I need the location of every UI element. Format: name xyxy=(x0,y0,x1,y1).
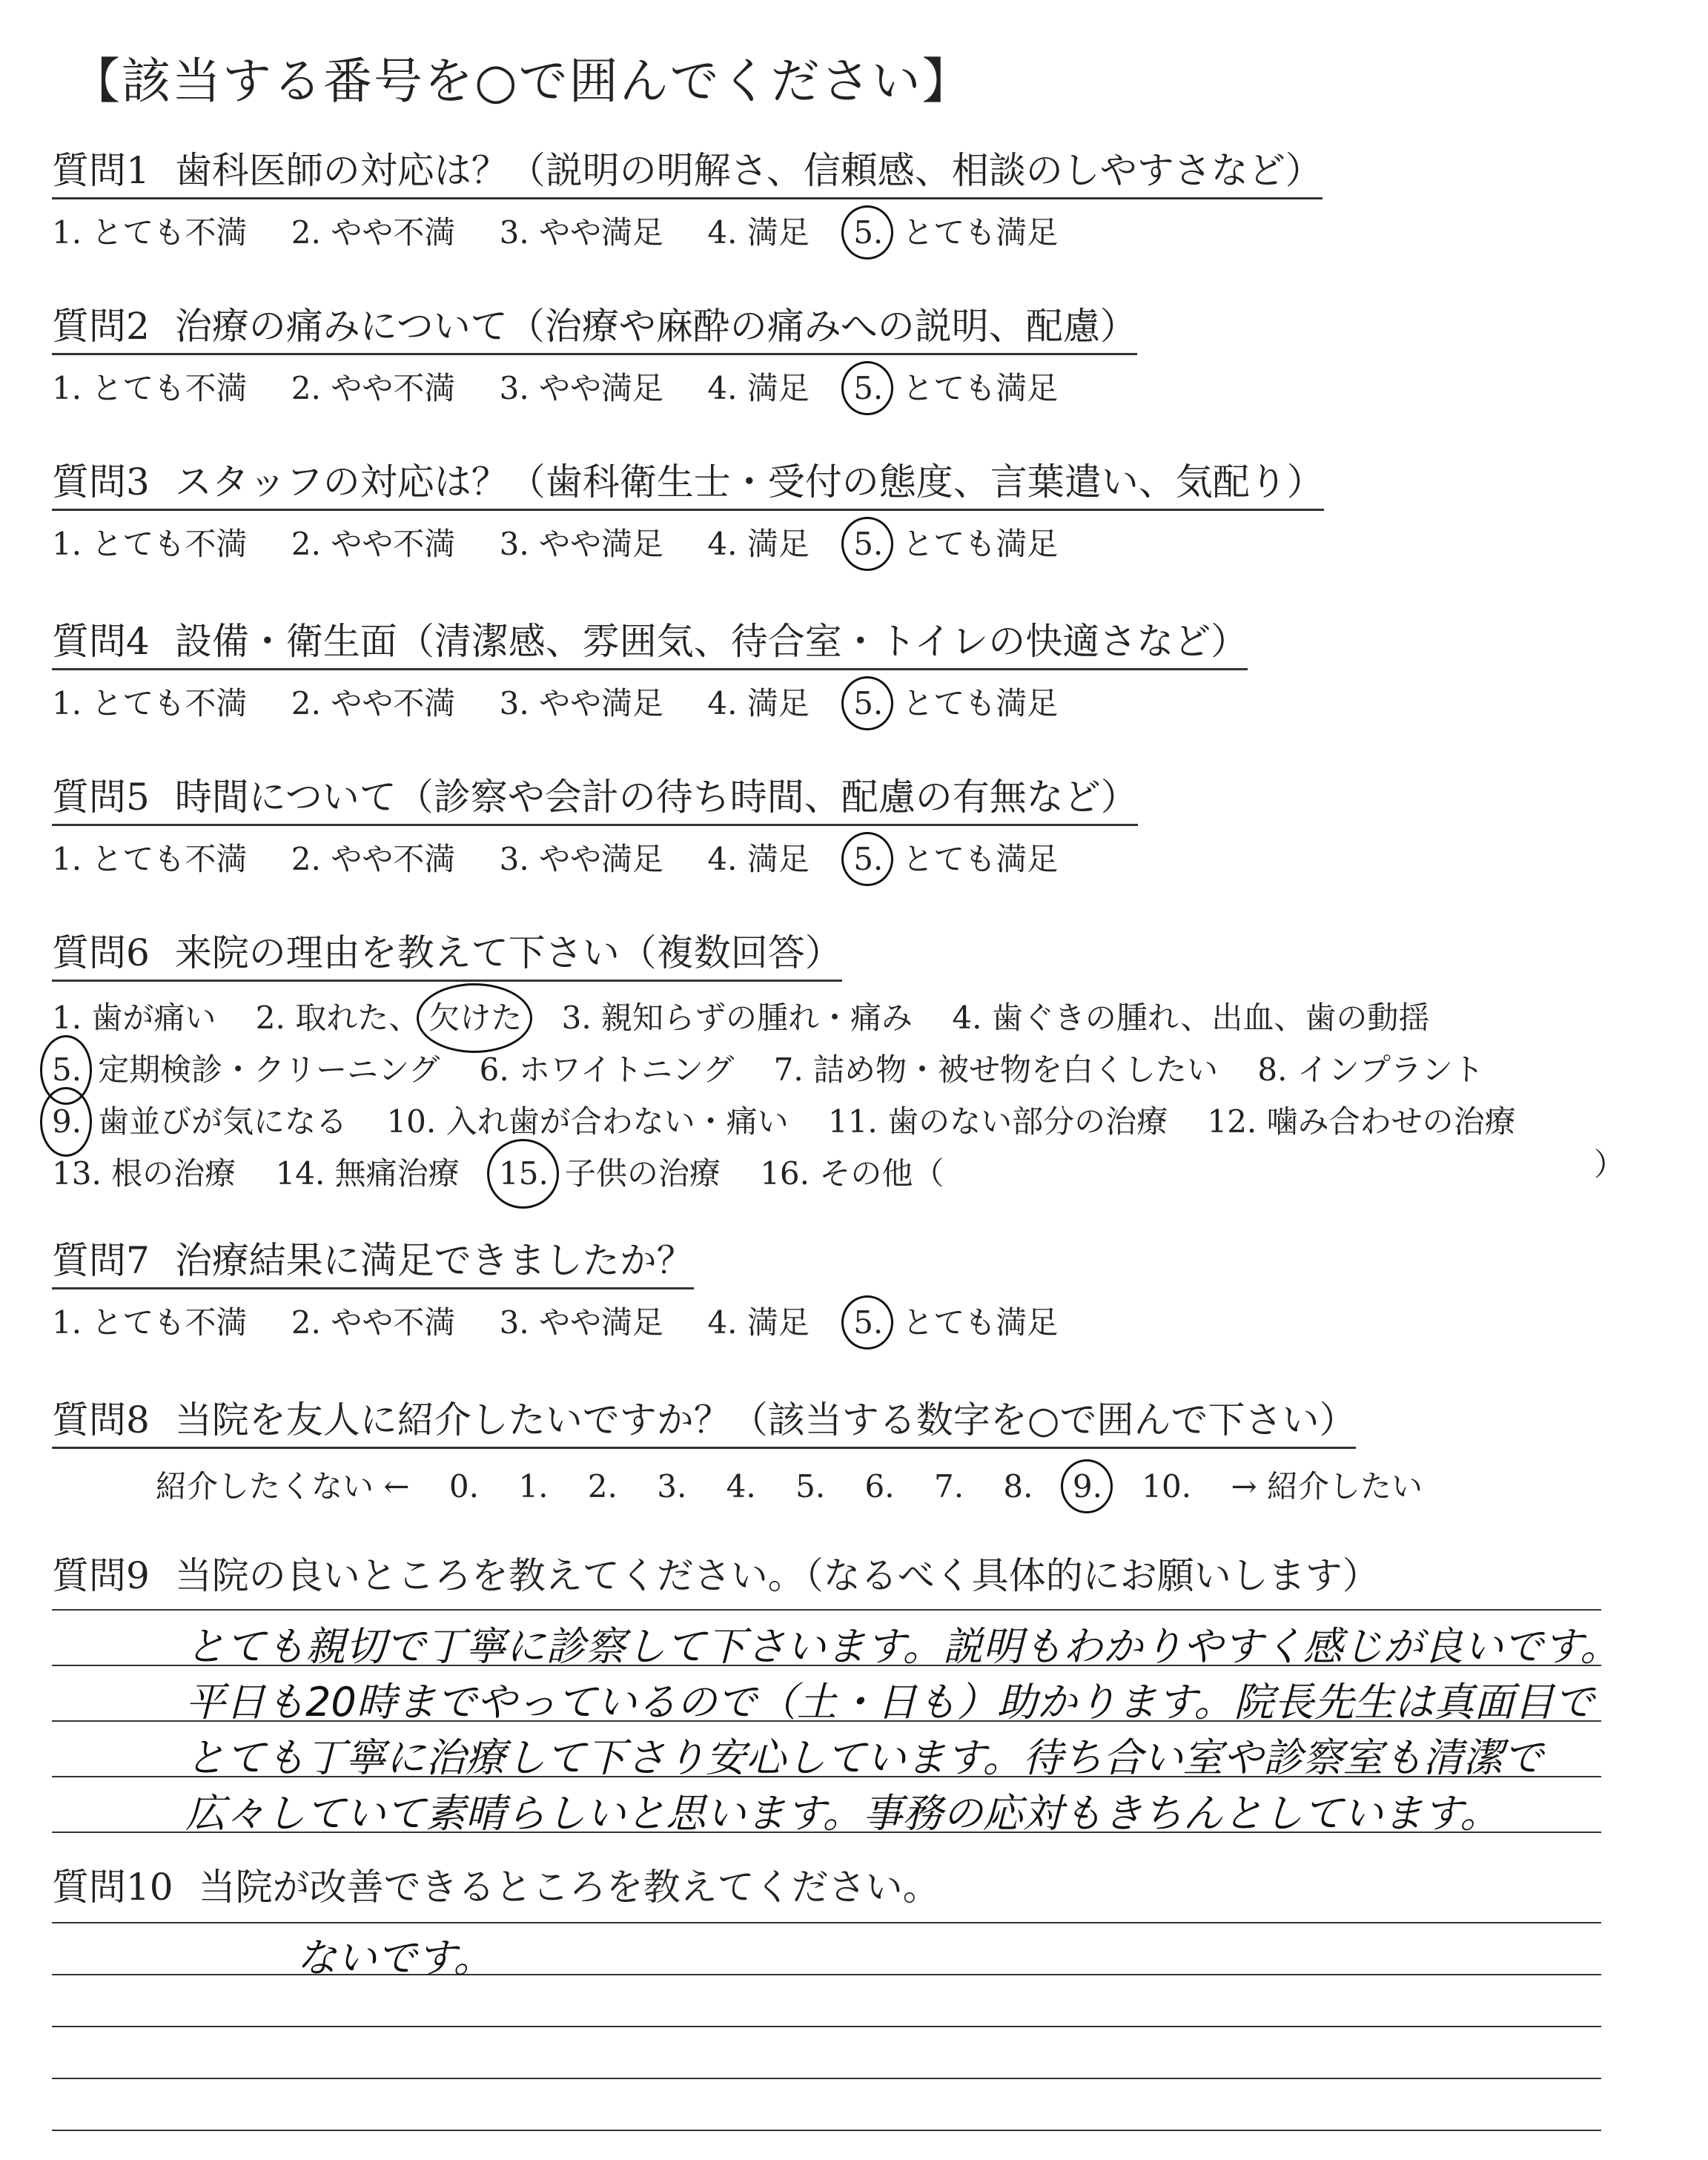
question-title xyxy=(52,612,1248,670)
question-label: 質問2 xyxy=(52,305,150,348)
reason-row xyxy=(52,1044,1546,1096)
answer-line xyxy=(52,2078,1601,2079)
option[interactable]: 1. とても不満 xyxy=(52,214,248,251)
question-text: 治療の痛みについて（治療や麻酔の痛みへの説明、配慮） xyxy=(174,305,1137,348)
option[interactable]: 1. とても不満 xyxy=(52,370,248,406)
question-text: 当院が改善できるところを教えてください。 xyxy=(198,1866,940,1909)
option[interactable]: 2. やや不満 xyxy=(291,685,456,721)
option[interactable]: 1. とても不満 xyxy=(52,1304,248,1341)
option-circled[interactable]: 5. xyxy=(853,685,884,721)
option[interactable]: 3. やや満足 xyxy=(499,685,664,721)
scale-value[interactable]: 2. xyxy=(587,1468,618,1505)
reason-row xyxy=(52,1096,1546,1148)
option[interactable]: 定期検診・クリーニング xyxy=(98,1051,440,1088)
answer-options xyxy=(52,679,1248,724)
question-text: 当院を友人に紹介したいですか？（該当する数字を○で囲んで下さい） xyxy=(174,1398,1357,1441)
scale-value[interactable]: 10. xyxy=(1142,1468,1192,1505)
scale-value[interactable]: 7. xyxy=(933,1468,964,1505)
question-label: 質問3 xyxy=(52,460,150,503)
option[interactable]: 4. 満足 xyxy=(707,685,810,721)
option[interactable]: 2. やや不満 xyxy=(291,526,456,562)
option[interactable]: 2. やや不満 xyxy=(291,1304,456,1341)
answer-options xyxy=(52,520,1324,564)
question-5 xyxy=(52,767,1138,879)
question-label: 質問6 xyxy=(52,931,150,974)
option[interactable]: 3. やや満足 xyxy=(499,214,664,251)
handwritten-answer-line: とても丁寧に治療して下さり安心しています。待ち合い室や診察室も清潔で xyxy=(185,1734,1543,1781)
answer-line xyxy=(52,1609,1601,1611)
option[interactable]: 8. インプラント xyxy=(1257,1051,1484,1088)
option[interactable]: 10. 入れ歯が合わない・痛い xyxy=(386,1103,789,1140)
scale-value[interactable]: 0. xyxy=(448,1468,479,1505)
scale-value[interactable]: 5. xyxy=(795,1468,826,1505)
question-label: 質問9 xyxy=(52,1554,150,1597)
option[interactable]: とても満足 xyxy=(902,526,1059,562)
option[interactable]: 1. とても不満 xyxy=(52,526,248,562)
option[interactable]: 歯並びが気になる xyxy=(98,1103,348,1140)
scale-value[interactable]: 6. xyxy=(864,1468,895,1505)
question-label: 質問5 xyxy=(52,776,150,819)
question-text: 時間について（診察や会計の待ち時間、配慮の有無など） xyxy=(174,776,1138,819)
scale-value-circled[interactable]: 9. xyxy=(1072,1468,1102,1505)
question-7 xyxy=(52,1231,1092,1343)
option[interactable]: 2. やや不満 xyxy=(291,370,456,406)
option[interactable]: 7. 詰め物・被せ物を白くしたい xyxy=(773,1051,1219,1088)
question-text: 当院の良いところを教えてください。（なるべく具体的にお願いします） xyxy=(174,1554,1380,1597)
question-title xyxy=(52,767,1138,826)
handwritten-answer-line: 平日も20時までやっているので（土・日も）助かります。院長先生は真面目で xyxy=(185,1679,1595,1725)
option[interactable]: 1. とても不満 xyxy=(52,685,248,721)
option[interactable]: 12. 噛み合わせの治療 xyxy=(1207,1103,1516,1140)
option[interactable]: とても満足 xyxy=(902,685,1059,721)
question-label: 質問8 xyxy=(52,1398,150,1441)
option[interactable]: とても満足 xyxy=(902,214,1059,251)
question-1 xyxy=(52,141,1323,253)
question-text: 来院の理由を教えて下さい（複数回答） xyxy=(174,931,842,974)
question-text: 歯科医師の対応は？（説明の明解さ、信頼感、相談のしやすさなど） xyxy=(174,149,1323,192)
option-circled[interactable]: 15. xyxy=(499,1148,549,1200)
question-label: 質問1 xyxy=(52,149,150,192)
question-text: 設備・衛生面（清潔感、雰囲気、待合室・トイレの快適さなど） xyxy=(174,620,1248,663)
option[interactable]: 4. 満足 xyxy=(707,1304,810,1341)
answer-options xyxy=(52,208,1323,253)
option[interactable]: 4. 満足 xyxy=(707,214,810,251)
option[interactable]: 4. 満足 xyxy=(707,370,810,406)
scale-value[interactable]: 1. xyxy=(518,1468,549,1505)
question-8 xyxy=(52,1390,1452,1507)
option[interactable]: 3. やや満足 xyxy=(499,841,664,877)
option-circled[interactable]: 欠けた xyxy=(428,992,522,1044)
option[interactable]: 3. やや満足 xyxy=(499,1304,664,1341)
answer-line xyxy=(52,2026,1601,2027)
option[interactable]: とても満足 xyxy=(902,1304,1059,1341)
option[interactable]: 2. やや不満 xyxy=(291,841,456,877)
other-close-paren: ） xyxy=(1594,1146,1626,1183)
option[interactable]: 16. その他（ xyxy=(760,1155,944,1192)
option[interactable]: 13. 根の治療 xyxy=(52,1155,236,1192)
question-6 xyxy=(52,923,1546,1200)
question-3 xyxy=(52,452,1324,564)
option[interactable]: 6. ホワイトニング xyxy=(479,1051,735,1088)
answer-options xyxy=(52,1298,1092,1343)
reason-options xyxy=(52,992,1546,1200)
option[interactable]: とても満足 xyxy=(902,841,1059,877)
option[interactable]: 3. やや満足 xyxy=(499,526,664,562)
question-10 xyxy=(52,1857,940,1911)
handwritten-answer-line: とても親切で丁寧に診察して下さいます。説明もわかりやすく感じが良いです。 xyxy=(185,1623,1621,1670)
question-label: 質問4 xyxy=(52,620,150,663)
recommend-scale xyxy=(156,1462,1452,1507)
question-text: 治療結果に満足できましたか？ xyxy=(174,1239,694,1282)
option[interactable]: 1. 歯が痛い xyxy=(52,1000,216,1036)
reason-row xyxy=(52,1148,1546,1200)
option[interactable]: とても満足 xyxy=(902,370,1059,406)
question-text: スタッフの対応は？（歯科衛生士・受付の態度、言葉遣い、気配り） xyxy=(174,460,1324,503)
scale-right-label: → 紹介したい xyxy=(1231,1468,1423,1505)
answer-line xyxy=(52,2130,1601,2131)
option[interactable]: 1. とても不満 xyxy=(52,841,248,877)
question-title xyxy=(52,923,842,982)
option[interactable]: 4. 満足 xyxy=(707,841,810,877)
option[interactable]: 子供の治療 xyxy=(564,1155,721,1192)
page-title: 【該当する番号を○で囲んでください】 xyxy=(71,53,973,110)
handwritten-answer-line: 広々していて素晴らしいと思います。事務の応対もきちんとしています。 xyxy=(185,1790,1500,1837)
question-9 xyxy=(52,1546,1380,1599)
option[interactable]: 4. 歯ぐきの腫れ、出血、歯の動揺 xyxy=(952,1000,1430,1036)
question-title xyxy=(52,141,1323,199)
option[interactable]: 3. 親知らずの腫れ・痛み xyxy=(561,1000,913,1036)
option-circled[interactable]: 5. xyxy=(853,526,884,562)
option[interactable]: 2. やや不満 xyxy=(291,214,456,251)
option-circled[interactable]: 5. xyxy=(853,214,884,251)
question-label: 質問10 xyxy=(52,1866,173,1909)
answer-line xyxy=(52,1922,1601,1923)
answer-options xyxy=(52,835,1138,879)
answer-line xyxy=(52,1974,1601,1975)
scale-value[interactable]: 8. xyxy=(1003,1468,1033,1505)
scale-value[interactable]: 4. xyxy=(726,1468,756,1505)
handwritten-answer: ないです。 xyxy=(297,1935,494,1981)
option[interactable]: 11. 歯のない部分の治療 xyxy=(827,1103,1168,1140)
question-label: 質問7 xyxy=(52,1239,150,1282)
question-title xyxy=(52,297,1137,355)
option-circled[interactable]: 5. xyxy=(853,841,884,877)
option-circled[interactable]: 9. xyxy=(52,1096,82,1148)
option-circled[interactable]: 5. xyxy=(853,370,884,406)
question-title xyxy=(52,1390,1356,1449)
option-circled[interactable]: 5. xyxy=(853,1304,884,1341)
option[interactable]: 4. 満足 xyxy=(707,526,810,562)
question-2 xyxy=(52,297,1137,409)
scale-value[interactable]: 3. xyxy=(657,1468,687,1505)
scale-left-label: 紹介したくない ← xyxy=(156,1468,410,1505)
question-title xyxy=(52,452,1324,511)
option[interactable]: 14. 無痛治療 xyxy=(275,1155,460,1192)
question-title xyxy=(52,1231,694,1289)
question-4 xyxy=(52,612,1248,724)
option[interactable]: 3. やや満足 xyxy=(499,370,664,406)
answer-options xyxy=(52,364,1137,409)
option-circled[interactable]: 5. xyxy=(52,1044,82,1096)
option[interactable]: 2. 取れた、 xyxy=(255,1000,420,1036)
reason-row xyxy=(52,992,1546,1044)
